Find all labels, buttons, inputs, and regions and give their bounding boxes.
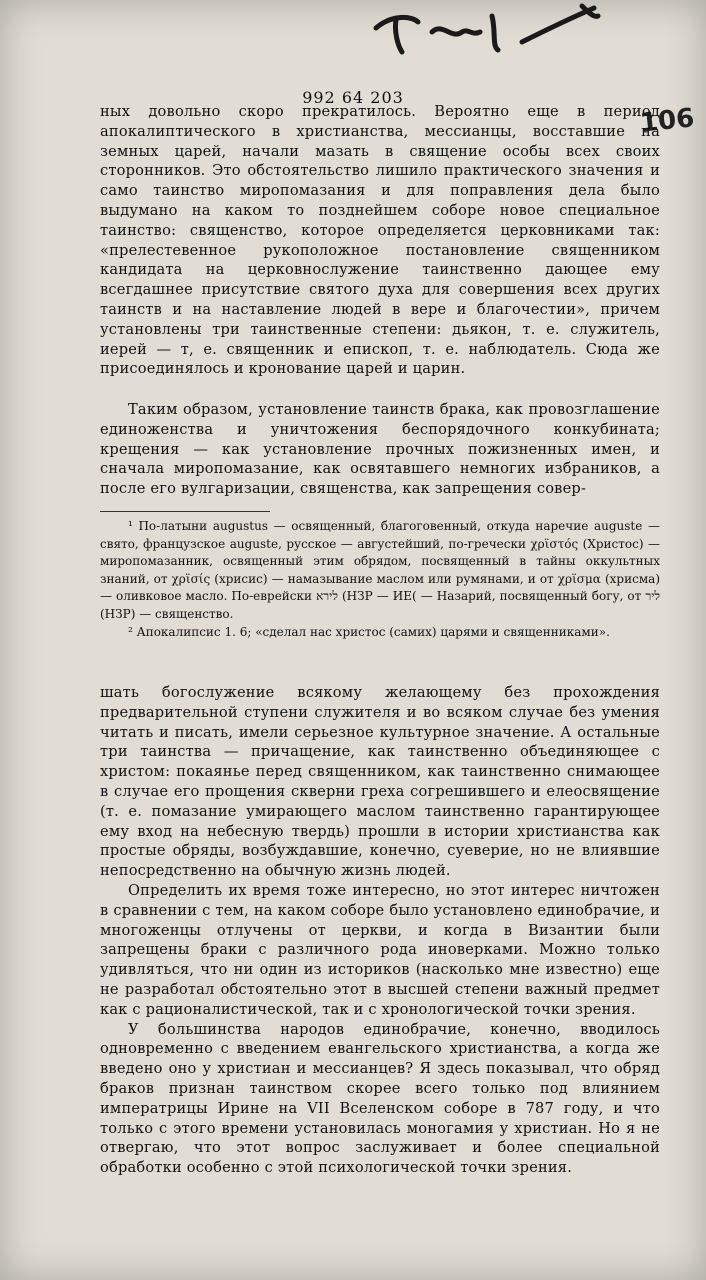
page-code: 992 64 203 [302,88,404,107]
footnotes [100,518,660,641]
paragraph: Таким образом, установление таинств брака, как провозглашение единоженства и уничтожения беспорядочного конкубината; крещения — как установление прочных пожизненных имен, и сначала миропомазание, как освятавшего немногих избраников, а после его вулгаризации, священства, как запрещения совер- [100,401,660,498]
main-text-bottom [100,683,660,1178]
margin-page-number: 106 [638,103,696,139]
footnote-1: ¹ По-латыни augustus — освященный, благоговенный, откуда наречие auguste — свято, французское auguste, русское — августейший, по-гречески χρϊστός (Христос) — миропомазанник, освященный этим обрядом, посвященный в тайны оккультных знаний, от χρϊσίς (хрисис) — намазывание маслом или румянами, и от χρϊσμα (хрисма) — оливковое масло. По-еврейски לירא (НЗР — ИЕ( — Назарий, посвященный богу, от ליר (НЗР) — священство. [100,519,660,621]
handwritten-signature [372,2,602,58]
paragraph: Определить их время тоже интересно, но этот интерес ничтожен в сравнении с тем, на каком соборе было установлено единобрачие, и многоженцы отлучены от церкви, и когда в Византии были запрещены браки с различного рода иноверками. Можно только удивляться, что ни один из историков (насколько мне известно) еще не разработал обстоятельно этот в высшей степени важный предмет как с рационалистической, так и с хронологической точки зрения. [100,881,660,1018]
footnote-divider [100,511,270,512]
main-text-middle [100,400,660,499]
paragraph: ных довольно скоро прекратилось. Вероятно еще в период апокалиптического в христианства, мессианцы, восставшие на земных царей, начали мазать в священие особы всех своих сторонников. Это обстоятельство лишило практического значения и само таинство миропомазания и для поправления дела было выдумано на каком то позднейшем соборе новое специальное таинство: священство, которое определяется церковниками так: «прелестевенное рукоположное постановление священником кандидата на церковнослужение таинственно дающее ему всегдашнее присутствие святого духа для совершения всех других таинств и на наставление людей в вере и благочестии», причем установлены три таинственные степени: дьякон, т. е. служитель, иерей — т, е. священник и епископ, т. е. наблюдатель. Сюда же присоединялось и кронование царей и царин. [100,103,660,378]
paragraph: У большинства народов единобрачие, конечно, вводилось одновременно с введением евангельского христианства, а когда же введено оно у христиан и мессианцев? Я здесь показывал, что обряд браков признан таинством скорее всего только под влиянием императрицы Ирине на VII Вселенском соборе в 787 году, и что только с этого времени установилась моногамия у христиан. Но я не отвергаю, что этот вопрос заслуживает и более специальной обработки особенно с этой психологической точки зрения. [100,1020,660,1177]
paragraph: шать богослужение всякому желающему без прохождения предварительной ступени служителя и во всяком случае без умения читать и писать, имели серьезное культурное значение. А остальные три таинства — причащение, как таинственно объединяющее с христом: покаянье перед священником, как таинственно снимающее в случае его прощения скверни греха согрешившего и елеосвящение (т. е. помазание умирающего маслом таинственно гарантирующее ему вход на небесную твердь) прошли в истории христианства как простые обряды, возбуждавшие, конечно, суеверие, но не влиявшие непосредственно на обычную жизнь людей. [100,684,660,880]
footnote-2: ² Апокалипсис 1. 6; «сделал нас христос (самих) царями и священниками». [128,624,610,639]
main-text-top [100,102,660,379]
